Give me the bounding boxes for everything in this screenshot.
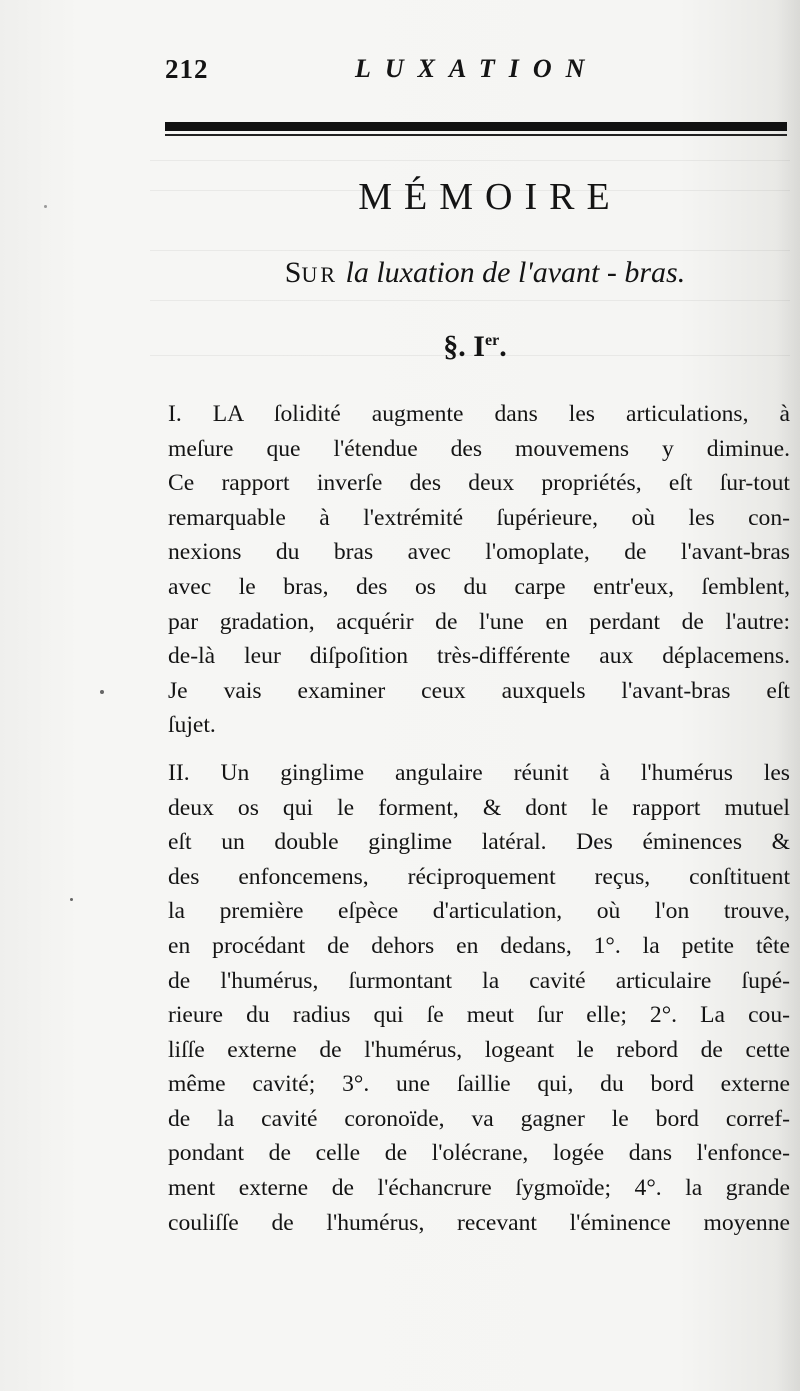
bleed-through-line bbox=[150, 250, 790, 251]
margin-speck bbox=[44, 205, 47, 208]
text-line: Ce rapport inverſe des deux propriétés, eſt ſur-tout bbox=[168, 470, 790, 497]
text-line: des enfoncemens, réciproquement reçus, conſtituent bbox=[168, 863, 790, 890]
text-line: nexions du bras avec l'omoplate, de l'avant-bras bbox=[168, 539, 790, 566]
section-symbol: §. I bbox=[443, 330, 485, 363]
text-line: de-là leur diſpoſition très-différente aux déplacemens. bbox=[168, 643, 790, 670]
text-line: deux os qui le forment, & dont le rapport mutuel bbox=[168, 794, 790, 821]
text-line: de la cavité coronoïde, va gagner le bord corref- bbox=[168, 1105, 790, 1132]
memoir-subtitle bbox=[165, 256, 800, 290]
subtitle-small-caps: UR bbox=[301, 262, 339, 287]
text-line: rieure du radius qui ſe meut ſur elle; 2°. La cou- bbox=[168, 1002, 790, 1029]
text-line: eſt un double ginglime latéral. Des éminences & bbox=[168, 829, 790, 856]
text-line: même cavité; 3°. une ſaillie qui, du bord externe bbox=[168, 1071, 790, 1098]
header-rule-thin bbox=[165, 134, 787, 136]
subtitle-initial: S bbox=[284, 256, 302, 289]
text-line: liſſe externe de l'humérus, logeant le rebord de cette bbox=[168, 1036, 790, 1063]
running-head bbox=[165, 52, 785, 92]
margin-speck bbox=[100, 690, 104, 694]
section-superscript: er bbox=[484, 332, 500, 349]
body-text bbox=[168, 397, 790, 1240]
subtitle-text: la luxation de l'avant - bras. bbox=[345, 256, 686, 289]
bleed-through-line bbox=[150, 160, 790, 161]
header-rule-thick bbox=[165, 122, 787, 131]
text-line: Je vais examiner ceux auxquels l'avant-bras eſt bbox=[168, 677, 790, 704]
text-line: remarquable à l'extrémité ſupérieure, où les con- bbox=[168, 504, 790, 531]
section-tail: . bbox=[499, 330, 507, 363]
text-line: couliſſe de l'humérus, recevant l'éminence moyenne bbox=[168, 1209, 790, 1236]
text-line: par gradation, acquérir de l'une en perdant de l'autre: bbox=[168, 608, 790, 635]
text-line: avec le bras, des os du carpe entr'eux, ſemblent, bbox=[168, 573, 790, 600]
bleed-through-line bbox=[150, 300, 790, 301]
page-number: 212 bbox=[165, 54, 209, 84]
text-line: la première eſpèce d'articulation, où l'on trouve, bbox=[168, 898, 790, 925]
margin-speck bbox=[70, 898, 73, 901]
section-heading bbox=[165, 330, 785, 364]
text-line: II. Un ginglime angulaire réunit à l'humérus les bbox=[168, 759, 790, 786]
paragraph bbox=[168, 756, 790, 1240]
memoir-title: MÉMOIRE bbox=[358, 176, 622, 218]
text-line: pondant de celle de l'olécrane, logée dans l'enfonce- bbox=[168, 1140, 790, 1167]
running-title: LUXATION bbox=[355, 54, 599, 83]
text-line: en procédant de dehors en dedans, 1°. la petite tête bbox=[168, 932, 790, 959]
text-line: I. LA ſolidité augmente dans les articulations, à bbox=[168, 401, 790, 427]
paragraph-gap bbox=[168, 743, 790, 756]
text-line: meſure que l'étendue des mouvemens y diminue. bbox=[168, 435, 790, 462]
text-line: ment externe de l'échancrure ſygmoïde; 4°. la grande bbox=[168, 1175, 790, 1202]
text-line: de l'humérus, ſurmontant la cavité articulaire ſupé- bbox=[168, 967, 790, 994]
text-line: ſujet. bbox=[168, 712, 216, 739]
paragraph bbox=[168, 397, 790, 743]
